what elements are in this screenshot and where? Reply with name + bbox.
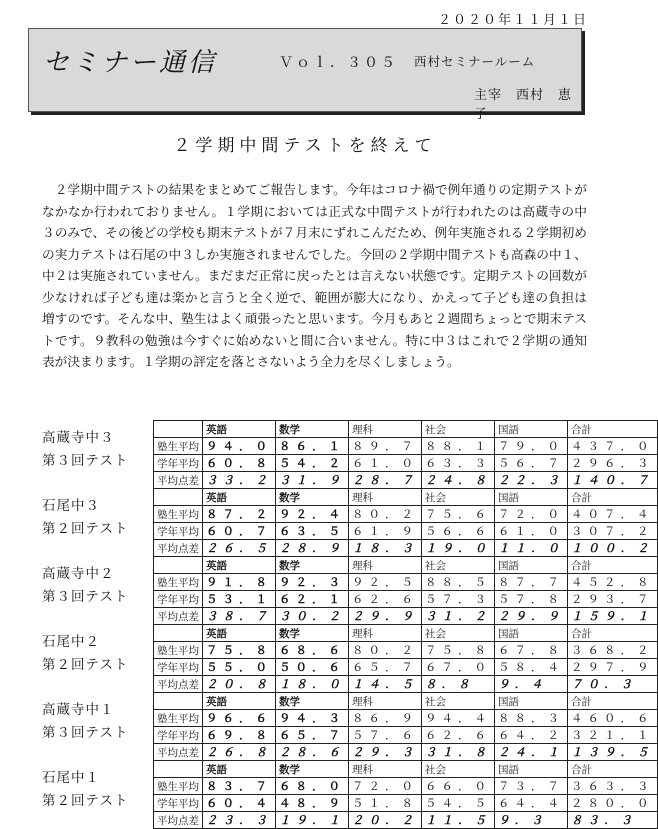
score-cell: ５７．３ bbox=[422, 591, 495, 608]
score-cell: ５８．４ bbox=[495, 659, 568, 676]
score-cell: ８８．５ bbox=[422, 574, 495, 591]
score-cell: ６１．０ bbox=[495, 523, 568, 540]
score-cell: ６９．８ bbox=[203, 727, 276, 744]
score-cell: ７３．７ bbox=[495, 778, 568, 795]
school-name: 高蔵寺中３ bbox=[42, 430, 115, 446]
score-cell: １８．３ bbox=[349, 540, 422, 557]
test-name: 第３回テスト bbox=[42, 453, 129, 469]
column-header: 数学 bbox=[276, 557, 349, 574]
column-header: 英語 bbox=[203, 761, 276, 778]
table-row bbox=[154, 438, 658, 455]
score-cell: ９２．５ bbox=[349, 574, 422, 591]
score-cell: ２８０．０ bbox=[568, 795, 658, 812]
column-header: 社会 bbox=[422, 761, 495, 778]
score-cell: ２０．２ bbox=[349, 812, 422, 829]
score-table bbox=[153, 556, 658, 625]
column-header: 国語 bbox=[495, 489, 568, 506]
column-header: 英語 bbox=[203, 625, 276, 642]
column-header: 英語 bbox=[203, 693, 276, 710]
score-cell: ２９．９ bbox=[349, 608, 422, 625]
score-cell: ３２１．１ bbox=[568, 727, 658, 744]
score-cell: ８６．９ bbox=[349, 710, 422, 727]
volume-number: Ｖｏｌ．３０５ bbox=[279, 55, 398, 71]
score-cell: ６７．０ bbox=[422, 659, 495, 676]
column-header: 合計 bbox=[568, 489, 658, 506]
table-row bbox=[154, 727, 658, 744]
table-row bbox=[154, 523, 658, 540]
column-header: 合計 bbox=[568, 421, 658, 438]
score-cell: ８３．３ bbox=[568, 812, 658, 829]
row-label: 塾生平均 bbox=[154, 438, 203, 455]
score-cell: ６５．７ bbox=[276, 727, 349, 744]
column-header: 社会 bbox=[422, 625, 495, 642]
score-cell: ７５．８ bbox=[203, 642, 276, 659]
column-header: 合計 bbox=[568, 557, 658, 574]
score-cell: ５７．６ bbox=[349, 727, 422, 744]
row-label: 平均点差 bbox=[154, 812, 203, 829]
column-header: 数学 bbox=[276, 421, 349, 438]
newsletter-header bbox=[28, 28, 582, 122]
row-label: 学年平均 bbox=[154, 659, 203, 676]
result-block bbox=[36, 488, 654, 555]
score-cell: １９．１ bbox=[276, 812, 349, 829]
score-cell: ４６０．６ bbox=[568, 710, 658, 727]
score-cell: ３８．７ bbox=[203, 608, 276, 625]
score-cell: ６４．２ bbox=[495, 727, 568, 744]
score-cell: ４８．９ bbox=[276, 795, 349, 812]
row-label: 平均点差 bbox=[154, 676, 203, 693]
score-cell: ９４．４ bbox=[422, 710, 495, 727]
row-label: 学年平均 bbox=[154, 795, 203, 812]
score-cell: ５７．８ bbox=[495, 591, 568, 608]
table-header-row bbox=[154, 761, 658, 778]
table-header-row bbox=[154, 557, 658, 574]
score-cell: １４．５ bbox=[349, 676, 422, 693]
test-name: 第２回テスト bbox=[42, 793, 129, 809]
score-cell: ６０．８ bbox=[203, 455, 276, 472]
newsletter-title: セミナー通信 bbox=[43, 48, 218, 78]
score-cell: ８３．７ bbox=[203, 778, 276, 795]
row-label: 塾生平均 bbox=[154, 574, 203, 591]
table-row bbox=[154, 642, 658, 659]
column-header: 合計 bbox=[568, 625, 658, 642]
score-cell: ６８．６ bbox=[276, 642, 349, 659]
score-cell: １９．０ bbox=[422, 540, 495, 557]
row-label: 塾生平均 bbox=[154, 710, 203, 727]
score-cell: ２４．８ bbox=[422, 472, 495, 489]
table-row bbox=[154, 574, 658, 591]
column-header: 数学 bbox=[276, 489, 349, 506]
column-header: 英語 bbox=[203, 557, 276, 574]
column-header: 数学 bbox=[276, 693, 349, 710]
table-header-row bbox=[154, 625, 658, 642]
column-header: 理科 bbox=[349, 761, 422, 778]
score-cell: ６３．３ bbox=[422, 455, 495, 472]
score-cell: ５０．６ bbox=[276, 659, 349, 676]
score-cell: ７２．０ bbox=[495, 506, 568, 523]
score-cell: ５４．２ bbox=[276, 455, 349, 472]
score-cell: ４５２．８ bbox=[568, 574, 658, 591]
score-cell: ２９．９ bbox=[495, 608, 568, 625]
header-blank-cell bbox=[154, 421, 203, 438]
score-cell: ８０．２ bbox=[349, 506, 422, 523]
school-name: 石尾中３ bbox=[42, 498, 100, 514]
result-block bbox=[36, 420, 654, 487]
score-cell: ２８．６ bbox=[276, 744, 349, 761]
test-name: 第３回テスト bbox=[42, 725, 129, 741]
column-header: 国語 bbox=[495, 421, 568, 438]
score-cell: ６５．７ bbox=[349, 659, 422, 676]
table-row bbox=[154, 795, 658, 812]
score-cell: ２９３．７ bbox=[568, 591, 658, 608]
column-header: 理科 bbox=[349, 625, 422, 642]
score-cell: ３６８．２ bbox=[568, 642, 658, 659]
score-cell: ２３．３ bbox=[203, 812, 276, 829]
table-header-row bbox=[154, 421, 658, 438]
score-cell: ６２．６ bbox=[422, 727, 495, 744]
score-cell: ８０．２ bbox=[349, 642, 422, 659]
table-header-row bbox=[154, 489, 658, 506]
row-label: 学年平均 bbox=[154, 455, 203, 472]
score-cell: ７９．０ bbox=[495, 438, 568, 455]
table-header-row bbox=[154, 693, 658, 710]
score-cell: ２８．９ bbox=[276, 540, 349, 557]
score-cell: ６７．８ bbox=[495, 642, 568, 659]
table-row bbox=[154, 608, 658, 625]
table-row bbox=[154, 676, 658, 693]
article-body: ２学期中間テストの結果をまとめてご報告します。今年はコロナ禍で例年通りの定期テストがなかなか行われておりません。１学期においては正式な中間テストが行われたのは高蔵寺の中３のみで、その後どの学校も期末テストが７月末にずれこんだため、例年実施される２学期初めの実力テストは石尾の中３しか実施されませんでした。今回の２学期中間テストも高森の中１、中２は実施されていません。まだまだ正常に戻ったとは言えない状態です。定期テストの回数が少なければ子ども達は楽かと言うと全く逆で、範囲が膨大になり、かえって子ども達の負担は増すのです。そんな中、塾生はよく頑張ったと思います。今月もあと２週間ちょっとで期末テストです。９教科の勉強は今すぐに始めないと間に合いません。特に中３はこれで２学期の通知表が決まります。１学期の評定を落とさないよう全力を尽くしましょう。 bbox=[42, 182, 587, 369]
column-header: 理科 bbox=[349, 693, 422, 710]
result-block bbox=[36, 760, 654, 827]
score-cell: ８８．３ bbox=[495, 710, 568, 727]
score-cell: ４０７．４ bbox=[568, 506, 658, 523]
result-block bbox=[36, 556, 654, 623]
score-cell: ４３７．０ bbox=[568, 438, 658, 455]
score-cell: ８７．７ bbox=[495, 574, 568, 591]
test-name: 第２回テスト bbox=[42, 657, 129, 673]
score-cell: １４０．７ bbox=[568, 472, 658, 489]
header-blank-cell bbox=[154, 693, 203, 710]
score-cell: ５６．７ bbox=[495, 455, 568, 472]
score-cell: ７５．６ bbox=[422, 506, 495, 523]
score-cell: １３９．５ bbox=[568, 744, 658, 761]
score-cell: ５１．８ bbox=[349, 795, 422, 812]
score-cell: ９６．６ bbox=[203, 710, 276, 727]
test-name: 第２回テスト bbox=[42, 521, 129, 537]
score-cell: ５５．０ bbox=[203, 659, 276, 676]
column-header: 国語 bbox=[495, 761, 568, 778]
table-row bbox=[154, 778, 658, 795]
column-header: 英語 bbox=[203, 489, 276, 506]
row-label: 塾生平均 bbox=[154, 778, 203, 795]
column-header: 社会 bbox=[422, 557, 495, 574]
score-cell: ６０．７ bbox=[203, 523, 276, 540]
score-cell: ３１．２ bbox=[422, 608, 495, 625]
header-blank-cell bbox=[154, 489, 203, 506]
row-label: 塾生平均 bbox=[154, 642, 203, 659]
score-cell: １５９．１ bbox=[568, 608, 658, 625]
score-cell: ７２．０ bbox=[349, 778, 422, 795]
row-label: 学年平均 bbox=[154, 727, 203, 744]
score-cell: １１．０ bbox=[495, 540, 568, 557]
score-cell: ３６３．３ bbox=[568, 778, 658, 795]
table-row bbox=[154, 455, 658, 472]
row-label: 平均点差 bbox=[154, 608, 203, 625]
school-name: 石尾中２ bbox=[42, 634, 100, 650]
score-cell: ２０．８ bbox=[203, 676, 276, 693]
score-cell: ８６．１ bbox=[276, 438, 349, 455]
column-header: 英語 bbox=[203, 421, 276, 438]
score-cell: ８．８ bbox=[422, 676, 495, 693]
score-cell: ６１．９ bbox=[349, 523, 422, 540]
column-header: 数学 bbox=[276, 761, 349, 778]
score-cell: ７５．８ bbox=[422, 642, 495, 659]
score-cell: ５３．１ bbox=[203, 591, 276, 608]
score-cell: ８９．７ bbox=[349, 438, 422, 455]
score-cell: ３０．２ bbox=[276, 608, 349, 625]
header-blank-cell bbox=[154, 625, 203, 642]
score-cell: ９４．０ bbox=[203, 438, 276, 455]
score-cell: １００．２ bbox=[568, 540, 658, 557]
header-blank-cell bbox=[154, 761, 203, 778]
score-cell: ３０７．２ bbox=[568, 523, 658, 540]
score-cell: ６８．０ bbox=[276, 778, 349, 795]
table-row bbox=[154, 506, 658, 523]
organization-name: 西村セミナールーム bbox=[414, 54, 536, 69]
row-label: 学年平均 bbox=[154, 591, 203, 608]
score-cell: ９．４ bbox=[495, 676, 568, 693]
column-header: 数学 bbox=[276, 625, 349, 642]
row-label: 学年平均 bbox=[154, 523, 203, 540]
score-table bbox=[153, 760, 658, 829]
score-cell: ５６．６ bbox=[422, 523, 495, 540]
score-cell: ９４．３ bbox=[276, 710, 349, 727]
row-label: 塾生平均 bbox=[154, 506, 203, 523]
score-cell: ９２．３ bbox=[276, 574, 349, 591]
column-header: 国語 bbox=[495, 625, 568, 642]
score-cell: ６１．０ bbox=[349, 455, 422, 472]
score-cell: ２４．１ bbox=[495, 744, 568, 761]
row-label: 平均点差 bbox=[154, 540, 203, 557]
score-cell: ６６．０ bbox=[422, 778, 495, 795]
score-table bbox=[153, 420, 658, 489]
score-table bbox=[153, 692, 658, 761]
score-cell: ６４．４ bbox=[495, 795, 568, 812]
column-header: 合計 bbox=[568, 693, 658, 710]
score-cell: ８７．２ bbox=[203, 506, 276, 523]
score-cell: １８．０ bbox=[276, 676, 349, 693]
score-cell: ９．３ bbox=[495, 812, 568, 829]
column-header: 社会 bbox=[422, 693, 495, 710]
row-label: 平均点差 bbox=[154, 744, 203, 761]
school-name: 高蔵寺中１ bbox=[42, 702, 115, 718]
editor-name: 主宰 西村 恵子 bbox=[474, 88, 573, 122]
score-cell: ２９．３ bbox=[349, 744, 422, 761]
score-cell: ６３．５ bbox=[276, 523, 349, 540]
score-table bbox=[153, 624, 658, 693]
result-block bbox=[36, 624, 654, 691]
column-header: 合計 bbox=[568, 761, 658, 778]
table-row bbox=[154, 710, 658, 727]
score-cell: ９１．８ bbox=[203, 574, 276, 591]
score-cell: ５４．５ bbox=[422, 795, 495, 812]
table-row bbox=[154, 659, 658, 676]
table-row bbox=[154, 744, 658, 761]
score-cell: １１．５ bbox=[422, 812, 495, 829]
score-cell: ２６．５ bbox=[203, 540, 276, 557]
table-row bbox=[154, 540, 658, 557]
column-header: 社会 bbox=[422, 489, 495, 506]
row-label: 平均点差 bbox=[154, 472, 203, 489]
result-block bbox=[36, 692, 654, 759]
test-name: 第３回テスト bbox=[42, 589, 129, 605]
column-header: 国語 bbox=[495, 557, 568, 574]
column-header: 理科 bbox=[349, 557, 422, 574]
score-cell: ６０．４ bbox=[203, 795, 276, 812]
score-cell: ７０．３ bbox=[568, 676, 658, 693]
score-cell: ２８．７ bbox=[349, 472, 422, 489]
score-cell: ３３．２ bbox=[203, 472, 276, 489]
score-cell: ２９７．９ bbox=[568, 659, 658, 676]
column-header: 国語 bbox=[495, 693, 568, 710]
school-name: 高蔵寺中２ bbox=[42, 566, 115, 582]
school-name: 石尾中１ bbox=[42, 770, 100, 786]
table-row bbox=[154, 812, 658, 829]
column-header: 理科 bbox=[349, 421, 422, 438]
score-cell: ６２．１ bbox=[276, 591, 349, 608]
header-blank-cell bbox=[154, 557, 203, 574]
score-cell: ９２．４ bbox=[276, 506, 349, 523]
score-table bbox=[153, 488, 658, 557]
score-cell: ３１．９ bbox=[276, 472, 349, 489]
score-cell: ８８．１ bbox=[422, 438, 495, 455]
table-row bbox=[154, 591, 658, 608]
issue-date: ２０２０年１１月１日 bbox=[437, 13, 588, 28]
score-cell: ２６．８ bbox=[203, 744, 276, 761]
table-row bbox=[154, 472, 658, 489]
score-cell: ３１．８ bbox=[422, 744, 495, 761]
score-cell: ６２．６ bbox=[349, 591, 422, 608]
score-cell: ２９６．３ bbox=[568, 455, 658, 472]
score-cell: ２２．３ bbox=[495, 472, 568, 489]
article-title: ２学期中間テストを終えて bbox=[173, 136, 437, 156]
column-header: 理科 bbox=[349, 489, 422, 506]
column-header: 社会 bbox=[422, 421, 495, 438]
